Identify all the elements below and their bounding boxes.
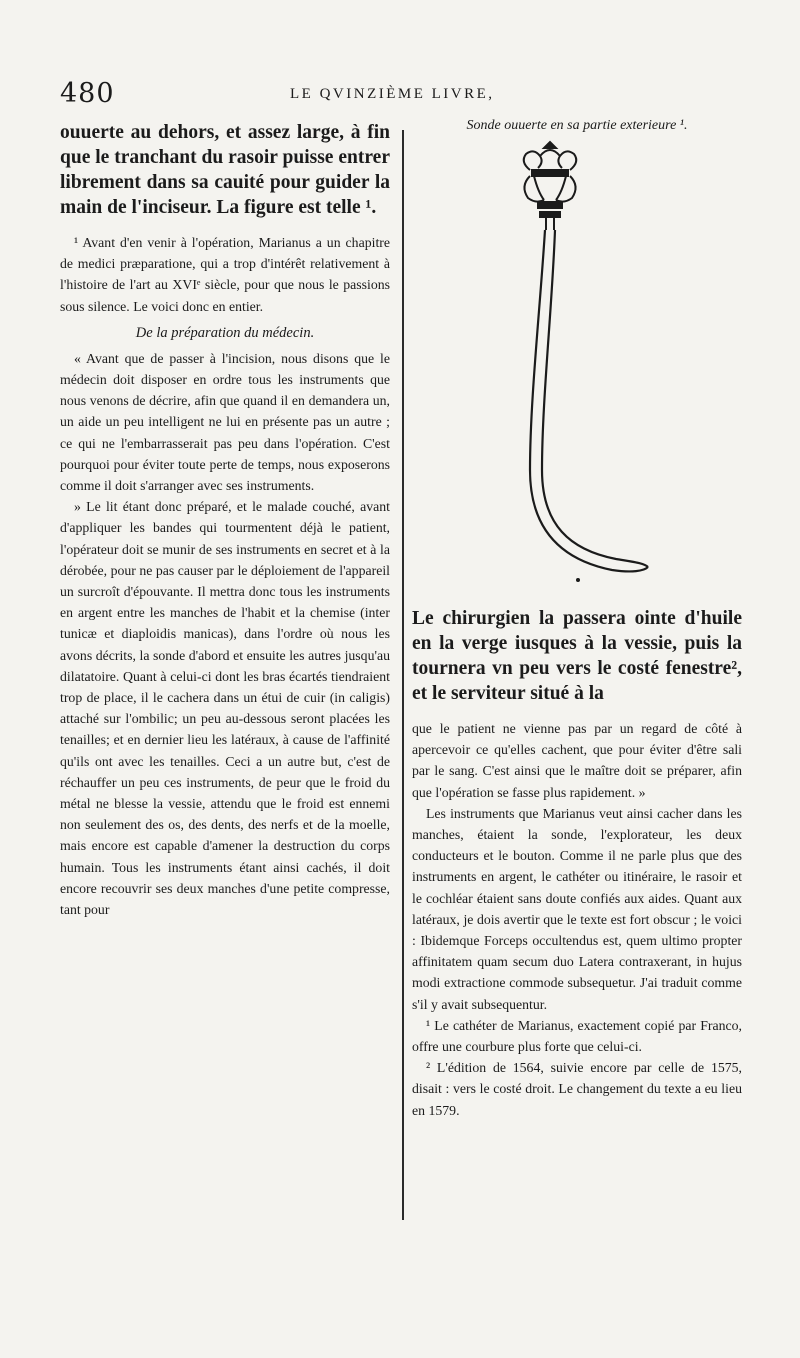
note-heading: De la préparation du médecin. bbox=[135, 324, 315, 341]
note-intro: ¹ Avant d'en venir à l'opération, Marianus a un chapitre de medici præparatione, qui a trop d'intérêt relativement à l'histoire de l'art au XVIᵉ siècle, pour que nous le passions sous silence. Le voici donc en entier. bbox=[60, 235, 390, 314]
catheter-illustration-icon bbox=[412, 140, 742, 600]
main-text-left: ouuerte au dehors, et assez large, à fin que le tranchant du rasoir puisse entrer librement dans sa cauité pour guider la main de l'inciseur. La figure est telle ¹. bbox=[60, 122, 390, 218]
note-paragraph-2: » Le lit étant donc préparé, et le malade couché, avant d'appliquer les bandes qui tourmentent déjà le patient, l'opérateur doit se munir de ses instruments en secret et à la dérobée, pour ne pas causer par le déploiement de l'appareil un surcroît d'épouvante. Il mettra donc tous les instruments en argent entre les manches de l'habit et la chemise (inter tunicæ et diaploidis manicas), dans l'ordre où nous les avons décrits, la sonde d'abord et ensuite les autres jusqu'au dilatatoire. Quant à celui-ci dont les bras écartés tiendraient trop de place, il le cachera dans un étui de cuir (in caligis) attaché sur l'ombilic; un peu au-dessous seront placées les tenailles; et en dernier lieu les latéraux, à cause de l'affinité qu'ils ont avec les tenailles. Ceci a un autre but, c'est de réchauffer un peu ces instruments, de peur que le froid du métal ne blesse la vessie, attendu que le froid est ennemi non seulement des os, des dents, des nerfs et de la moelle, mais encore est capable d'amener la destruction du corps humain. Tous les instruments étant ainsi cachés, il doit encore recouvrir ses deux manches d'une petite compresse, tant pour bbox=[60, 499, 390, 918]
page-number: 480 bbox=[60, 78, 115, 109]
right-column bbox=[412, 118, 742, 1121]
footnote-1: ¹ Le cathéter de Marianus, exactement copié par Franco, offre une courbure plus forte que celui-ci. bbox=[412, 1017, 742, 1055]
left-column bbox=[60, 120, 390, 920]
note-paragraph-1: « Avant que de passer à l'incision, nous disons que le médecin doit disposer en ordre tous les instruments que nous venons de décrire, afin que quand il en demandera un, un aide un peu intelligent ne lui en présente pas un autre ; ce qui ne l'embarrasserait pas peu dans l'opération. C'est pourquoi pour éviter toute perte de temps, nous exposerons comme il doit s'arranger avec ses instruments. bbox=[60, 350, 390, 494]
column-divider bbox=[402, 130, 404, 1220]
note-continuation-paragraph: que le patient ne vienne pas par un regard de côté à apercevoir ce qu'elles cachent, que pour éviter d'être sali par le sang. C'est ainsi que le maître doit se préparer, afin que l'opération se fasse plus rapidement. » bbox=[412, 721, 742, 800]
running-head: LE QVINZIÈME LIVRE, bbox=[290, 86, 495, 102]
note-continuation bbox=[412, 718, 742, 1121]
footnote-marianus bbox=[60, 232, 390, 920]
note-paragraph-3: Les instruments que Marianus veut ainsi cacher dans les manches, étaient la sonde, l'explorateur, les deux conducteurs et le bouton. Comme il ne parle plus que des instruments en argent, le cathéter ou itinéraire, le rasoir et le cochléar étaient sans doute confiés aux aides. Quant aux latéraux, je dois avertir que le texte est fort obscur ; le voici : Ibidemque Forceps occultendus est, quem ultimo propter affinitatem quam secum duo Latera contraxerant, in hujus modi extractione commode subsequetur. J'ai traduit comme s'il y avait subsequentur. bbox=[412, 805, 742, 1012]
page-header bbox=[60, 78, 760, 112]
footnote-2: ² L'édition de 1564, suivie encore par celle de 1575, disait : vers le costé droit. Le changement du texte a eu lieu en 1579. bbox=[412, 1060, 742, 1118]
figure-caption: Sonde ouuerte en sa partie exterieure ¹. bbox=[466, 118, 688, 133]
main-text-right: Le chirurgien la passera ointe d'huile en la verge iusques à la vessie, puis la tournera vn peu vers le costé fenestre², et le serviteur situé à la bbox=[412, 608, 742, 704]
